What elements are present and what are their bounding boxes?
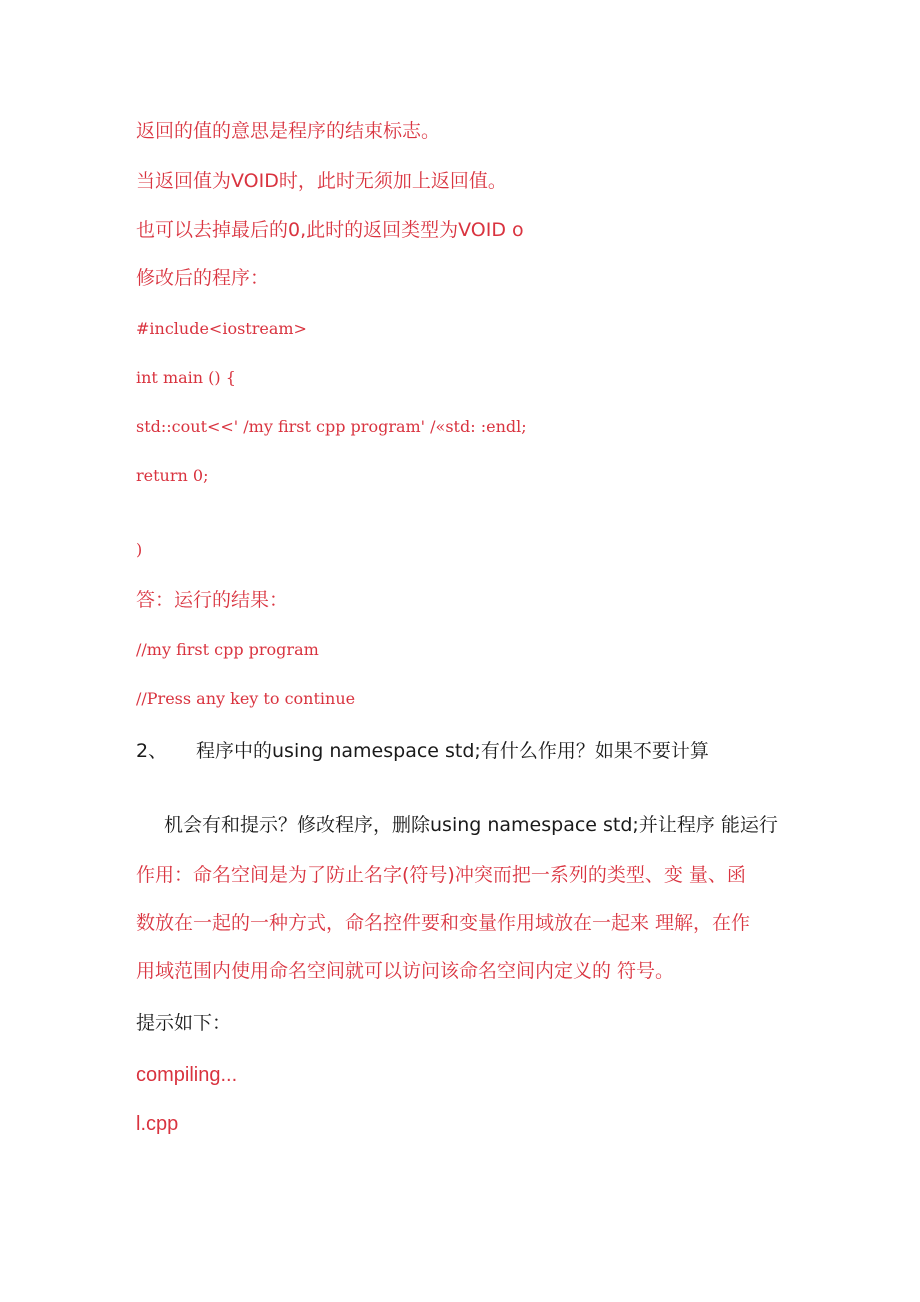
answer-line-3: 用域范围内使用命名空间就可以访问该命名空间内定义的 符号。 <box>136 960 675 982</box>
question-continuation: 机会有和提示？修改程序，删除using namespace std;并让程序 能运行 <box>164 814 778 836</box>
code-line-return: return 0; <box>136 466 209 485</box>
code-line-cout: std::cout<<' /my first cpp program' /«std: :endl; <box>136 417 527 436</box>
answer-line-1: 作用：命名空间是为了防止名字(符号)冲突而把一系列的类型、变 量、函 <box>136 864 746 886</box>
hint-label: 提示如下： <box>136 1012 232 1034</box>
code-line-main: int main () { <box>136 368 236 387</box>
question-text: 程序中的using namespace std;有什么作用？如果不要计算 <box>196 740 709 762</box>
output-line-first-program: //my first cpp program <box>136 640 319 659</box>
text-line-void-return: 当返回值为VOID时，此时无须加上返回值。 <box>136 170 507 192</box>
code-line-include: #include<iostream> <box>136 319 307 338</box>
text-line-remove-zero: 也可以去掉最后的0,此时的返回类型为VOID o <box>136 219 524 241</box>
code-line-closing-brace: ) <box>136 540 143 559</box>
answer-line-2: 数放在一起的一种方式，命名控件要和变量作用域放在一起来 理解，在作 <box>136 912 751 934</box>
text-line-modified-program: 修改后的程序： <box>136 267 270 289</box>
output-line-press-key: //Press any key to continue <box>136 689 356 708</box>
compile-output-file: l.cpp <box>136 1113 179 1135</box>
text-line-answer-result: 答：运行的结果： <box>136 589 289 611</box>
compile-output-compiling: compiling... <box>136 1064 238 1086</box>
question-number: 2、 <box>136 740 168 762</box>
text-line-return-meaning: 返回的值的意思是程序的结束标志。 <box>136 120 441 142</box>
